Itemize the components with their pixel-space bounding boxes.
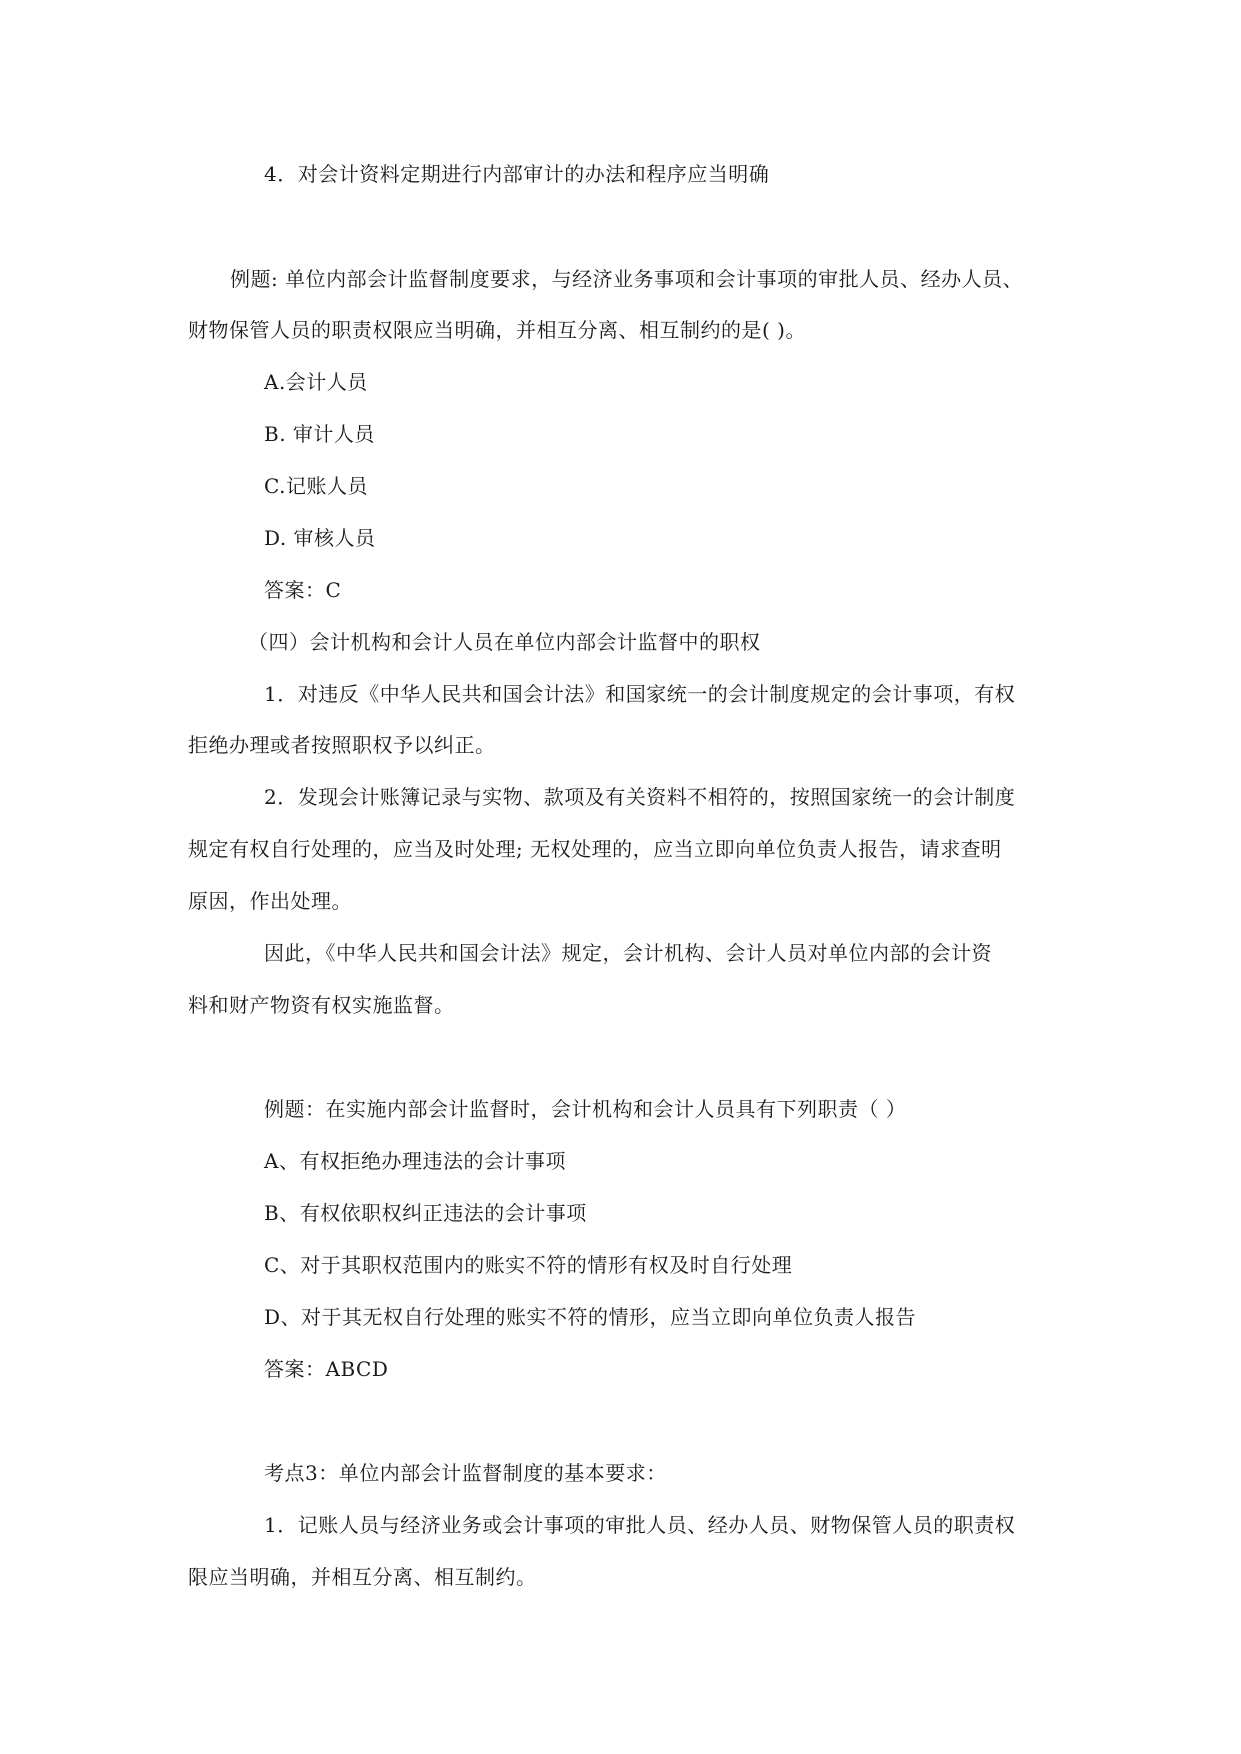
paragraph-line: 例题: 单位内部会计监督制度要求，与经济业务事项和会计事项的审批人员、经办人员、 (230, 267, 1024, 291)
list-item: C.记账人员 (264, 474, 368, 498)
paragraph-line: 4．对会计资料定期进行内部审计的办法和程序应当明确 (264, 162, 770, 186)
answer-line: 答案：C (264, 578, 342, 602)
list-item: A.会计人员 (264, 370, 368, 394)
paragraph-line: 原因，作出处理。 (188, 889, 352, 913)
paragraph-line: 财物保管人员的职责权限应当明确，并相互分离、相互制约的是( )。 (188, 318, 806, 342)
paragraph-line: 因此，《中华人民共和国会计法》规定，会计机构、会计人员对单位内部的会计资 (264, 941, 992, 965)
paragraph-line: 1．记账人员与经济业务或会计事项的审批人员、经办人员、财物保管人员的职责权 (264, 1513, 1016, 1537)
answer-line: 答案：ABCD (264, 1357, 389, 1381)
list-item: D. 审核人员 (264, 526, 376, 550)
list-item: C、对于其职权范围内的账实不符的情形有权及时自行处理 (264, 1253, 793, 1277)
paragraph-line: 例题：在实施内部会计监督时，会计机构和会计人员具有下列职责（ ） (264, 1097, 907, 1121)
list-item: D、对于其无权自行处理的账实不符的情形，应当立即向单位负责人报告 (264, 1305, 917, 1329)
list-item: A、有权拒绝办理违法的会计事项 (264, 1149, 566, 1173)
section-heading: 考点3：单位内部会计监督制度的基本要求： (264, 1461, 667, 1485)
paragraph-line: 2．发现会计账簿记录与实物、款项及有关资料不相符的，按照国家统一的会计制度 (264, 785, 1016, 809)
paragraph-line: 规定有权自行处理的，应当及时处理; 无权处理的，应当立即向单位负责人报告，请求查明 (188, 837, 1002, 861)
list-item: B. 审计人员 (264, 422, 375, 446)
paragraph-line: 限应当明确，并相互分离、相互制约。 (188, 1565, 537, 1589)
paragraph-line: 1．对违反《中华人民共和国会计法》和国家统一的会计制度规定的会计事项，有权 (264, 682, 1016, 706)
section-heading: （四）会计机构和会计人员在单位内部会计监督中的职权 (248, 630, 761, 654)
paragraph-line: 拒绝办理或者按照职权予以纠正。 (188, 733, 496, 757)
list-item: B、有权依职权纠正违法的会计事项 (264, 1201, 587, 1225)
paragraph-line: 料和财产物资有权实施监督。 (188, 993, 455, 1017)
